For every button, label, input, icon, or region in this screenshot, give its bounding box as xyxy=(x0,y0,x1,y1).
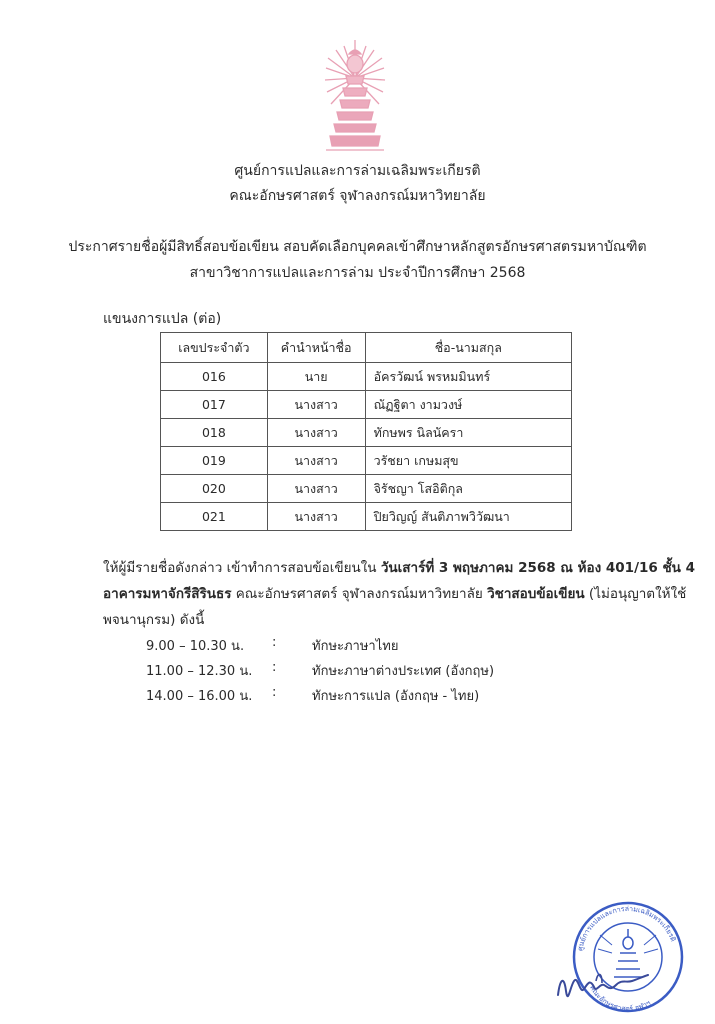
schedule-separator: : xyxy=(272,635,277,650)
schedule-subject: ทักษะภาษาไทย xyxy=(312,639,399,654)
cell-title: นางสาว xyxy=(267,419,365,447)
instruction-text: ให้ผู้มีรายชื่อดังกล่าว เข้าทำการสอบข้อเขียนใน xyxy=(103,560,381,576)
header-center-name: ศูนย์การแปลและการล่ามเฉลิมพระเกียรติ xyxy=(234,163,481,179)
faculty-text: คณะอักษรศาสตร์ จุฬาลงกรณ์มหาวิทยาลัย xyxy=(231,586,488,602)
header-fullname: ชื่อ-นามสกุล xyxy=(365,333,571,363)
cell-fullname: จิรัชญา โสอิติกุล xyxy=(365,475,571,503)
cell-fullname: ทักษพร นิลนัครา xyxy=(365,419,571,447)
table-row xyxy=(161,447,572,475)
cell-title: นางสาว xyxy=(267,447,365,475)
cell-fullname: ปิยวิญญ์ สันติภาพวิวัฒนา xyxy=(365,503,571,531)
cell-id: 017 xyxy=(161,391,268,419)
cell-title: นางสาว xyxy=(267,503,365,531)
schedule-time: 9.00 – 10.30 น. xyxy=(146,639,245,654)
instruction-line-2 xyxy=(103,582,686,604)
announcement-title-line1: ประกาศรายชื่อผู้มีสิทธิ์สอบข้อเขียน สอบคัดเลือกบุคคลเข้าศึกษาหลักสูตรอักษรศาสตรมหาบัณฑิต xyxy=(68,239,647,255)
exam-date-location: วันเสาร์ที่ 3 พฤษภาคม 2568 ณ ห้อง 401/16 ชั้น 4 xyxy=(380,560,695,576)
table-row xyxy=(161,419,572,447)
cell-title: นางสาว xyxy=(267,475,365,503)
cell-fullname: อัครวัฒน์ พรหมมินทร์ xyxy=(365,363,571,391)
header-faculty-name: คณะอักษรศาสตร์ จุฬาลงกรณ์มหาวิทยาลัย xyxy=(229,188,486,204)
building-name: อาคารมหาจักรีสิรินธร xyxy=(103,586,232,602)
schedule-subject: ทักษะการแปล (อังกฤษ - ไทย) xyxy=(312,689,480,704)
header-title: คำนำหน้าชื่อ xyxy=(267,333,365,363)
table-row xyxy=(161,475,572,503)
cell-id: 016 xyxy=(161,363,268,391)
cell-title: นางสาว xyxy=(267,391,365,419)
section-title: แขนงการแปล (ต่อ) xyxy=(103,311,222,327)
instruction-line-1 xyxy=(103,556,695,578)
schedule-subject: ทักษะภาษาต่างประเทศ (อังกฤษ) xyxy=(312,664,495,679)
dictionary-note: (ไม่อนุญาตให้ใช้ xyxy=(584,586,687,602)
announcement-title-line2: สาขาวิชาการแปลและการล่าม ประจำปีการศึกษา 2568 xyxy=(189,265,526,281)
signature xyxy=(558,975,648,996)
cell-id: 021 xyxy=(161,503,268,531)
schedule-time: 14.00 – 16.00 น. xyxy=(146,689,253,704)
stamp-ring-bottom: คณะอักษรศาสตร์ จุฬาฯ xyxy=(588,984,653,1013)
cell-fullname: ณัฏฐิตา งามวงษ์ xyxy=(365,391,571,419)
exam-subject-label: วิชาสอบข้อเขียน xyxy=(487,586,585,602)
table-header-row xyxy=(161,333,572,363)
cell-id: 018 xyxy=(161,419,268,447)
cell-id: 020 xyxy=(161,475,268,503)
table-row xyxy=(161,503,572,531)
table-row xyxy=(161,363,572,391)
instruction-line-3: พจนานุกรม) ดังนี้ xyxy=(103,612,205,628)
table-row xyxy=(161,391,572,419)
header-id: เลขประจำตัว xyxy=(161,333,268,363)
cell-title: นาย xyxy=(267,363,365,391)
schedule-time: 11.00 – 12.30 น. xyxy=(146,664,253,679)
chulalongkorn-emblem-icon xyxy=(322,38,388,156)
schedule-separator: : xyxy=(272,685,277,700)
candidate-table xyxy=(160,332,572,531)
schedule-separator: : xyxy=(272,660,277,675)
official-seal-stamp xyxy=(556,895,692,1013)
cell-id: 019 xyxy=(161,447,268,475)
cell-fullname: วรัชยา เกษมสุข xyxy=(365,447,571,475)
stamp-ring-top: ศูนย์การแปลและการล่ามเฉลิมพระเกียรติ xyxy=(576,904,678,952)
svg-text:ศูนย์การแปลและการล่ามเฉลิมพระเ xyxy=(576,905,677,952)
